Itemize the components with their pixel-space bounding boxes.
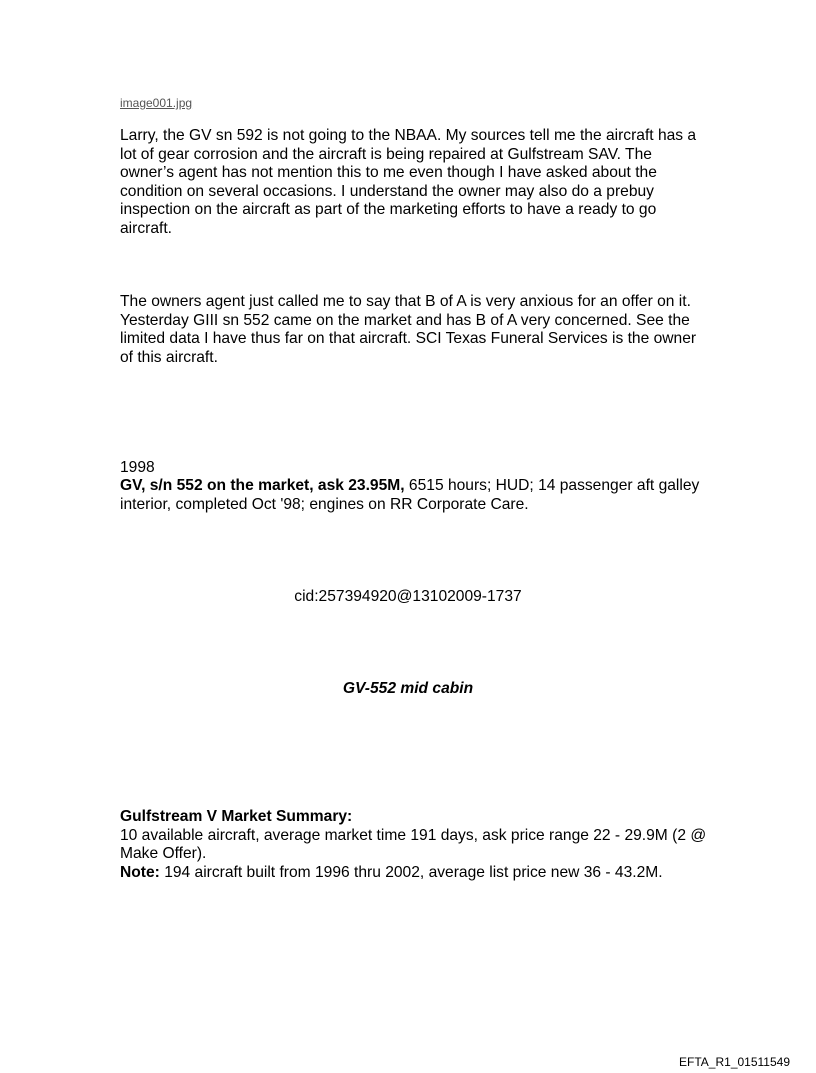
market-summary-note [120, 864, 710, 883]
attachment-link[interactable]: image001.jpg [120, 96, 193, 110]
market-summary [120, 808, 710, 882]
note-label: Note: [120, 863, 160, 881]
listing-spec [120, 477, 710, 514]
listing-details: 6515 hours; HUD; 14 passenger aft galley interior, completed Oct '98; engines on RR Corporate Care. [120, 477, 700, 513]
listing-headline: GV, s/n 552 on the market, ask 23.95M, [120, 477, 405, 494]
email-paragraph-2: The owners agent just called me to say that B of A is very anxious for an offer on it. Yesterday GIII sn 552 came on the market and has B of A very concerned. See the limited data I have thus far on that aircraft. SCI Texas Funeral Services is the owner of this aircraft. [120, 293, 697, 366]
market-summary-heading: Gulfstream V Market Summary: [120, 808, 353, 825]
image-cid-placeholder: cid:257394920@13102009-1737 [294, 588, 522, 605]
image-caption: GV-552 mid cabin [342, 680, 474, 697]
note-text: 194 aircraft built from 1996 thru 2002, average list price new 36 - 43.2M. [159, 863, 663, 881]
market-summary-body: 10 available aircraft, average market time 191 days, ask price range 22 - 29.9M (2 @ Make Offer). [120, 826, 707, 862]
document-id: EFTA_R1_01511549 [679, 1055, 790, 1069]
listing-year: 1998 [120, 459, 155, 476]
email-paragraph-1: Larry, the GV sn 592 is not going to the NBAA. My sources tell me the aircraft has a lot of gear corrosion and the aircraft is being repaired at Gulfstream SAV. The owner’s agent has not mention this to me even though I have asked about the condition on several occasions. I understand the owner may also do a prebuy inspection on the aircraft as part of the marketing efforts to have a ready to go aircraft. [120, 127, 697, 237]
